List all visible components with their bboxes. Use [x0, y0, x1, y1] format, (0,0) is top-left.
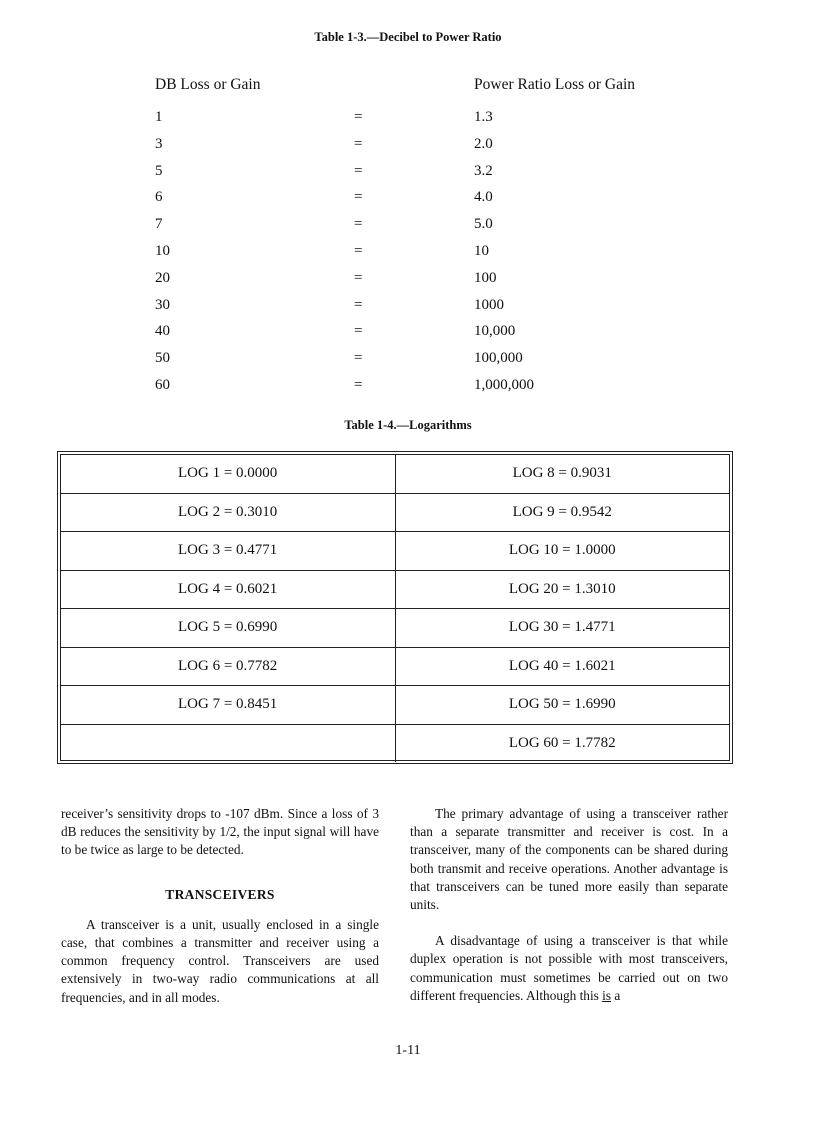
db-value: 5	[155, 162, 163, 179]
table-row	[0, 377, 816, 404]
table-row	[61, 609, 729, 648]
table-row	[61, 493, 729, 532]
table-1-4-caption: Table 1-4.—Logarithms	[344, 418, 472, 432]
equals-sign: =	[354, 242, 363, 259]
table-row	[61, 647, 729, 686]
decibel-power-table	[0, 109, 816, 404]
page-number: 1-11	[395, 1043, 421, 1058]
table-row	[61, 570, 729, 609]
power-ratio-value: 10	[474, 242, 489, 259]
power-ratio-value: 100	[474, 269, 497, 286]
paragraph-transceiver-definition: A transceiver is a unit, usually enclosed in a single case, that combines a transmitter and receiver using a common frequency control. Transceivers are used extensively in two-way radio communications at all frequencies, and in all modes.	[61, 916, 379, 1005]
equals-sign: =	[354, 135, 363, 152]
equals-sign: =	[354, 350, 363, 367]
paragraph-sensitivity: receiver’s sensitivity drops to -107 dBm. Since a loss of 3 dB reduces the sensitivity by 1/2, the input signal will have to be twice as large to be detected.	[61, 806, 379, 858]
table-row	[0, 350, 816, 377]
table-row	[0, 216, 816, 243]
equals-sign: =	[354, 323, 363, 340]
table-1-3-caption: Table 1-3.—Decibel to Power Ratio	[314, 30, 502, 44]
log-cell-left: LOG 3 = 0.4771	[61, 532, 395, 571]
power-ratio-value: 1,000,000	[474, 376, 534, 393]
equals-sign: =	[354, 162, 363, 179]
log-cell-right: LOG 40 = 1.6021	[395, 647, 729, 686]
db-value: 40	[155, 323, 170, 340]
log-cell-right: LOG 60 = 1.7782	[395, 724, 729, 762]
equals-sign: =	[354, 376, 363, 393]
equals-sign: =	[354, 296, 363, 313]
db-value: 60	[155, 376, 170, 393]
log-cell-left: LOG 4 = 0.6021	[61, 570, 395, 609]
db-value: 50	[155, 350, 170, 367]
log-cell-left: LOG 6 = 0.7782	[61, 647, 395, 686]
left-text-column	[61, 805, 379, 1007]
log-cell-left: LOG 2 = 0.3010	[61, 493, 395, 532]
power-ratio-value: 100,000	[474, 350, 523, 367]
logarithms-table-frame	[57, 451, 733, 764]
equals-sign: =	[354, 216, 363, 233]
log-cell-right: LOG 9 = 0.9542	[395, 493, 729, 532]
disadvantage-text-end: a	[614, 987, 621, 1003]
table-row	[61, 686, 729, 725]
right-text-column	[410, 805, 728, 1005]
table-row	[0, 297, 816, 324]
table-row	[0, 323, 816, 350]
log-cell-left: LOG 7 = 0.8451	[61, 686, 395, 725]
log-cell-right: LOG 10 = 1.0000	[395, 532, 729, 571]
table-row	[0, 243, 816, 270]
disadvantage-text: A disadvantage of using a transceiver is that while duplex operation is not possible with most transceivers, communication must sometimes be carried out on two different frequencies. Although this	[410, 933, 728, 1003]
table-row	[0, 189, 816, 216]
table-row	[61, 532, 729, 571]
log-cell-right: LOG 50 = 1.6990	[395, 686, 729, 725]
table-row	[61, 724, 729, 762]
power-ratio-value: 1000	[474, 296, 504, 313]
log-cell-left: LOG 1 = 0.0000	[61, 455, 395, 493]
log-cell-right: LOG 8 = 0.9031	[395, 455, 729, 493]
db-value: 1	[155, 109, 163, 125]
power-ratio-value: 3.2	[474, 162, 493, 179]
logarithms-table-inner-border	[60, 454, 730, 761]
table-row	[61, 455, 729, 493]
table-row	[0, 163, 816, 190]
log-cell-left: LOG 5 = 0.6990	[61, 609, 395, 648]
db-value: 6	[155, 189, 163, 206]
section-heading-transceivers: TRANSCEIVERS	[165, 886, 275, 902]
power-ratio-column-header: Power Ratio Loss or Gain	[474, 76, 636, 93]
db-value: 30	[155, 296, 170, 313]
power-ratio-value: 10,000	[474, 323, 516, 340]
power-ratio-value: 2.0	[474, 135, 493, 152]
db-value: 3	[155, 135, 163, 152]
logarithms-table	[61, 455, 729, 762]
log-cell-right: LOG 30 = 1.4771	[395, 609, 729, 648]
log-cell-left	[61, 724, 395, 762]
equals-sign: =	[354, 109, 363, 125]
paragraph-transceiver-advantage: The primary advantage of using a transceiver rather than a separate transmitter and receiver is cost. In a transceiver, many of the components can be shared during both transmit and receive operations. Another advantage is that transceivers can be tuned more easily than separate units.	[410, 806, 728, 913]
db-column-header: DB Loss or Gain	[155, 76, 261, 93]
db-value: 7	[155, 216, 163, 233]
table-row	[0, 109, 816, 136]
db-value: 10	[155, 242, 170, 259]
power-ratio-value: 4.0	[474, 189, 493, 206]
equals-sign: =	[354, 269, 363, 286]
table-row	[0, 136, 816, 163]
equals-sign: =	[354, 189, 363, 206]
paragraph-transceiver-disadvantage	[410, 932, 728, 1005]
underlined-word: is	[602, 987, 612, 1003]
db-value: 20	[155, 269, 170, 286]
table-row	[0, 270, 816, 297]
log-cell-right: LOG 20 = 1.3010	[395, 570, 729, 609]
power-ratio-value: 5.0	[474, 216, 493, 233]
power-ratio-value: 1.3	[474, 109, 493, 125]
